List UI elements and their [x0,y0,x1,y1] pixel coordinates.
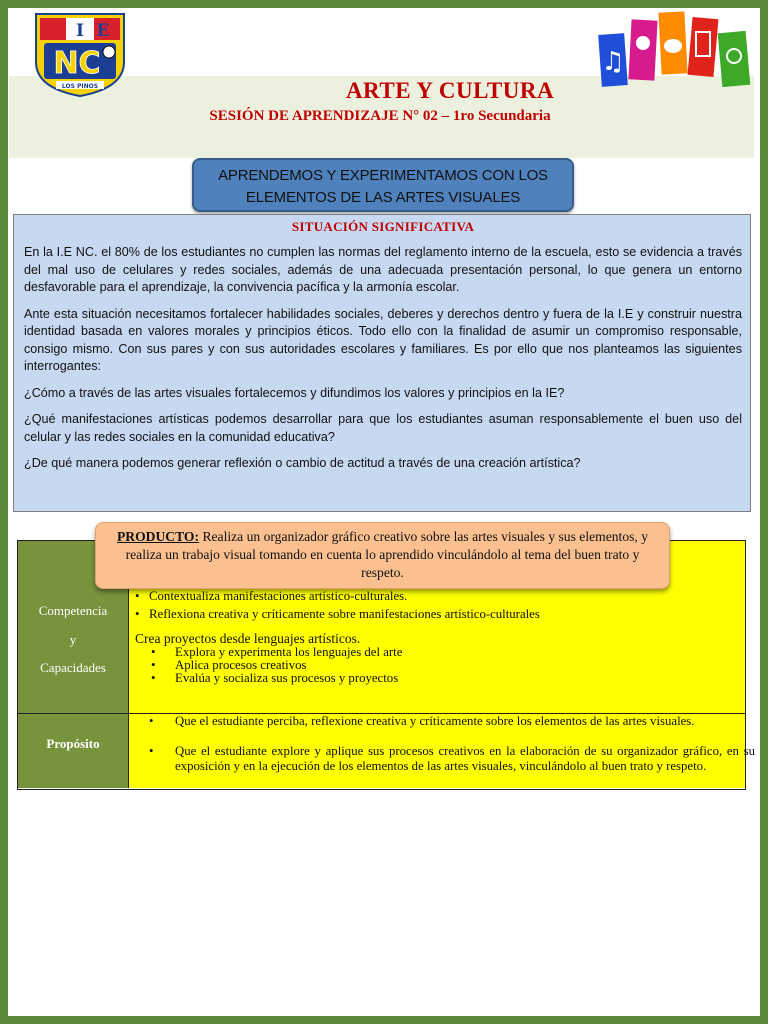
question-paragraph: ¿Cómo a través de las artes visuales fortalecemos y difundimos los valores y principios en la IE? [24,385,565,400]
page-title: ARTE Y CULTURA [345,78,555,103]
banner-line-2: ELEMENTOS DE LAS ARTES VISUALES [245,189,521,206]
situacion-heading: SITUACIÓN SIGNIFICATIVA [291,219,475,234]
list-item: • Evalúa y socializa sus procesos y proyectos [151,671,399,685]
list-item: • Reflexiona creativa y críticamente sobre manifestaciones artístico-culturales [135,607,540,621]
logo-motto: LOS PINOS [61,83,99,90]
logo-letters-nc: NC [53,46,101,81]
question-paragraph: ¿De qué manera podemos generar reflexión o cambio de actitud a través de una creación artística? [24,456,581,470]
competencia-label: Competencia [38,603,108,618]
crea-proyectos-title: Crea proyectos desde lenguajes artísticos. [135,631,361,646]
list-item: • Explora y experimenta los lenguajes del arte [151,645,403,659]
producto-callout [95,522,670,589]
producto-label: PRODUCTO: [116,529,200,544]
session-subtitle: SESIÓN DE APRENDIZAJE N° 02 – 1ro Secundaria [209,108,551,124]
topic-banner [192,158,574,212]
proposito-row [18,714,755,788]
svg-text:♫: ♫ [601,47,625,77]
banner-line-1: APRENDEMOS Y EXPERIMENTAMOS CON LOS [218,167,548,184]
school-logo [30,10,130,98]
proposito-label-cell [18,714,129,788]
logo-letter-i: I [76,21,84,41]
question-paragraph: ¿Qué manifestaciones artísticas podemos desarrollar para que los estudiantes asuman responsablemente el buen uso del celular y las redes sociales en la comunidad educativa? [24,412,742,444]
proposito-content-cell [129,714,755,788]
list-item: • Que el estudiante perciba, reflexione creativa y críticamente sobre los elementos de las artes visuales. [149,714,695,728]
list-item: • Contextualiza manifestaciones artístico-culturales. [135,589,408,603]
proposito-label: Propósito [46,736,100,751]
capacidades-label: Capacidades [40,660,106,675]
list-item: • Aplica procesos creativos [151,658,307,672]
competencia-label-y: y [69,631,77,647]
list-item: • Que el estudiante explore y aplique sus procesos creativos en la elaboración de su organizador gráfico, en su exposición y en la ejecución de los elementos de las artes visuales, vinculándolo al buen trato y respeto. [149,744,755,773]
situacion-paragraph: En la I.E NC. el 80% de los estudiantes no cumplen las normas del reglamento interno de la escuela, esto se evidencia a través del mal uso de celulares y redes sociales, además de una adecuada presentación personal, lo que genera un entorno desfavorable para el aprendizaje, la convivencia pacífica y la armonía escolar. [24,245,742,294]
logo-letter-e: E [96,21,110,41]
producto-text: Realiza un organizador gráfico creativo sobre las artes visuales y sus elementos, y realiza un trabajo visual tomando en cuenta lo aprendido vinculándolo al tema del buen trato y respeto. [125,529,649,580]
situacion-significativa-box [13,214,751,512]
camera-icon [718,31,751,87]
situacion-paragraph: Ante esta situación necesitamos fortalecer habilidades sociales, deberes y derechos dentro y fuera de la I.E y construir nuestra identidad basada en valores morales y principios éticos. Todo ello con la finalidad de asumir un compromiso responsable, consigo mismo. Con sus pares y con sus autoridades escolares y familiares. Es por ello que nos planteamos las siguientes interrogantes: [24,306,742,373]
film-icon [688,17,719,77]
arts-icons [598,8,758,88]
